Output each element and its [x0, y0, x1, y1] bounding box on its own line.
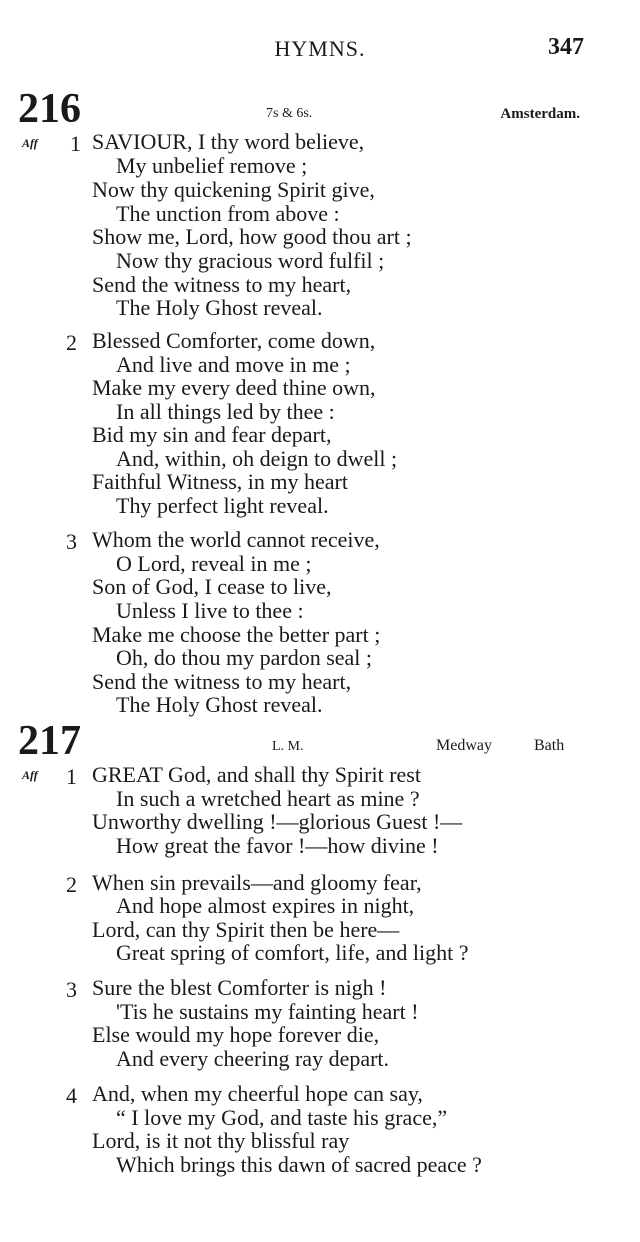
stanza-number: 4 [66, 1083, 77, 1108]
hymn-217-meter: L. M. [272, 739, 304, 754]
hymn-line: Lord, can thy Spirit then be here— [92, 917, 400, 942]
hymn-line: GREAT God, and shall thy Spirit rest [92, 762, 421, 787]
hymn-line: In such a wretched heart as mine ? [116, 786, 420, 811]
hymn-line: SAVIOUR, I thy word believe, [92, 129, 365, 154]
hymn-216-meter: 7s & 6s. [266, 106, 313, 121]
hymn-line: Make my every deed thine own, [92, 375, 376, 400]
hymn-line: The unction from above : [116, 201, 340, 226]
hymn-line: Great spring of comfort, life, and light ? [116, 940, 469, 965]
hymn-line: Sure the blest Comforter is nigh ! [92, 975, 387, 1000]
hymn-line: Send the witness to my heart, [92, 669, 352, 694]
hymn-217-number: 217 [18, 718, 81, 764]
hymn-217-tune-alt: Bath [534, 737, 565, 754]
hymn-line: Blessed Comforter, come down, [92, 328, 376, 353]
hymn-216-aff-marker: Aff [22, 136, 38, 150]
stanza-number: 2 [66, 330, 77, 355]
hymn-line: The Holy Ghost reveal. [116, 295, 323, 320]
hymn-216-number: 216 [18, 86, 81, 132]
hymn-216-tune: Amsterdam. [500, 106, 580, 122]
hymn-line: And every cheering ray depart. [116, 1046, 390, 1071]
hymn-line: Son of God, I cease to live, [92, 574, 332, 599]
stanza-number: 1 [70, 131, 81, 156]
hymn-line: Now thy gracious word fulfil ; [116, 248, 385, 273]
stanza-number: 1 [66, 764, 77, 789]
hymn-line: Unworthy dwelling !—glorious Guest !— [92, 809, 463, 834]
hymn-line: And live and move in me ; [116, 352, 351, 377]
stanza-number: 3 [66, 529, 77, 554]
hymn-217-aff-marker: Aff [22, 768, 38, 782]
hymn-line: Faithful Witness, in my heart [92, 469, 348, 494]
stanza-number: 2 [66, 872, 77, 897]
hymn-line: Now thy quickening Spirit give, [92, 177, 375, 202]
hymn-line: Oh, do thou my pardon seal ; [116, 645, 373, 670]
hymn-line: The Holy Ghost reveal. [116, 692, 323, 717]
hymn-line: “ I love my God, and taste his grace,” [116, 1105, 448, 1130]
hymn-line: In all things led by thee : [116, 399, 335, 424]
hymn-217-tune: Medway [436, 737, 492, 754]
hymn-line: My unbelief remove ; [116, 153, 308, 178]
hymn-line: O Lord, reveal in me ; [116, 551, 312, 576]
hymn-line: And, when my cheerful hope can say, [92, 1081, 423, 1106]
hymn-line: And, within, oh deign to dwell ; [116, 446, 398, 471]
hymn-line: Thy perfect light reveal. [116, 493, 329, 518]
hymn-line: And hope almost expires in night, [116, 893, 415, 918]
page-number: 347 [548, 34, 584, 60]
hymn-line: 'Tis he sustains my fainting heart ! [116, 999, 419, 1024]
hymn-line: Show me, Lord, how good thou art ; [92, 224, 412, 249]
running-title: HYMNS. [274, 36, 366, 61]
hymn-line: Unless I live to thee : [116, 598, 304, 623]
hymn-line: Lord, is it not thy blissful ray [92, 1128, 350, 1153]
hymn-line: Which brings this dawn of sacred peace ? [116, 1152, 482, 1177]
hymn-line: Bid my sin and fear depart, [92, 422, 332, 447]
hymn-line: When sin prevails—and gloomy fear, [92, 870, 422, 895]
hymn-line: Make me choose the better part ; [92, 622, 381, 647]
hymn-line: Send the witness to my heart, [92, 272, 352, 297]
stanza-number: 3 [66, 977, 77, 1002]
hymn-line: Else would my hope forever die, [92, 1022, 380, 1047]
hymn-line: How great the favor !—how divine ! [116, 833, 439, 858]
hymn-line: Whom the world cannot receive, [92, 527, 380, 552]
